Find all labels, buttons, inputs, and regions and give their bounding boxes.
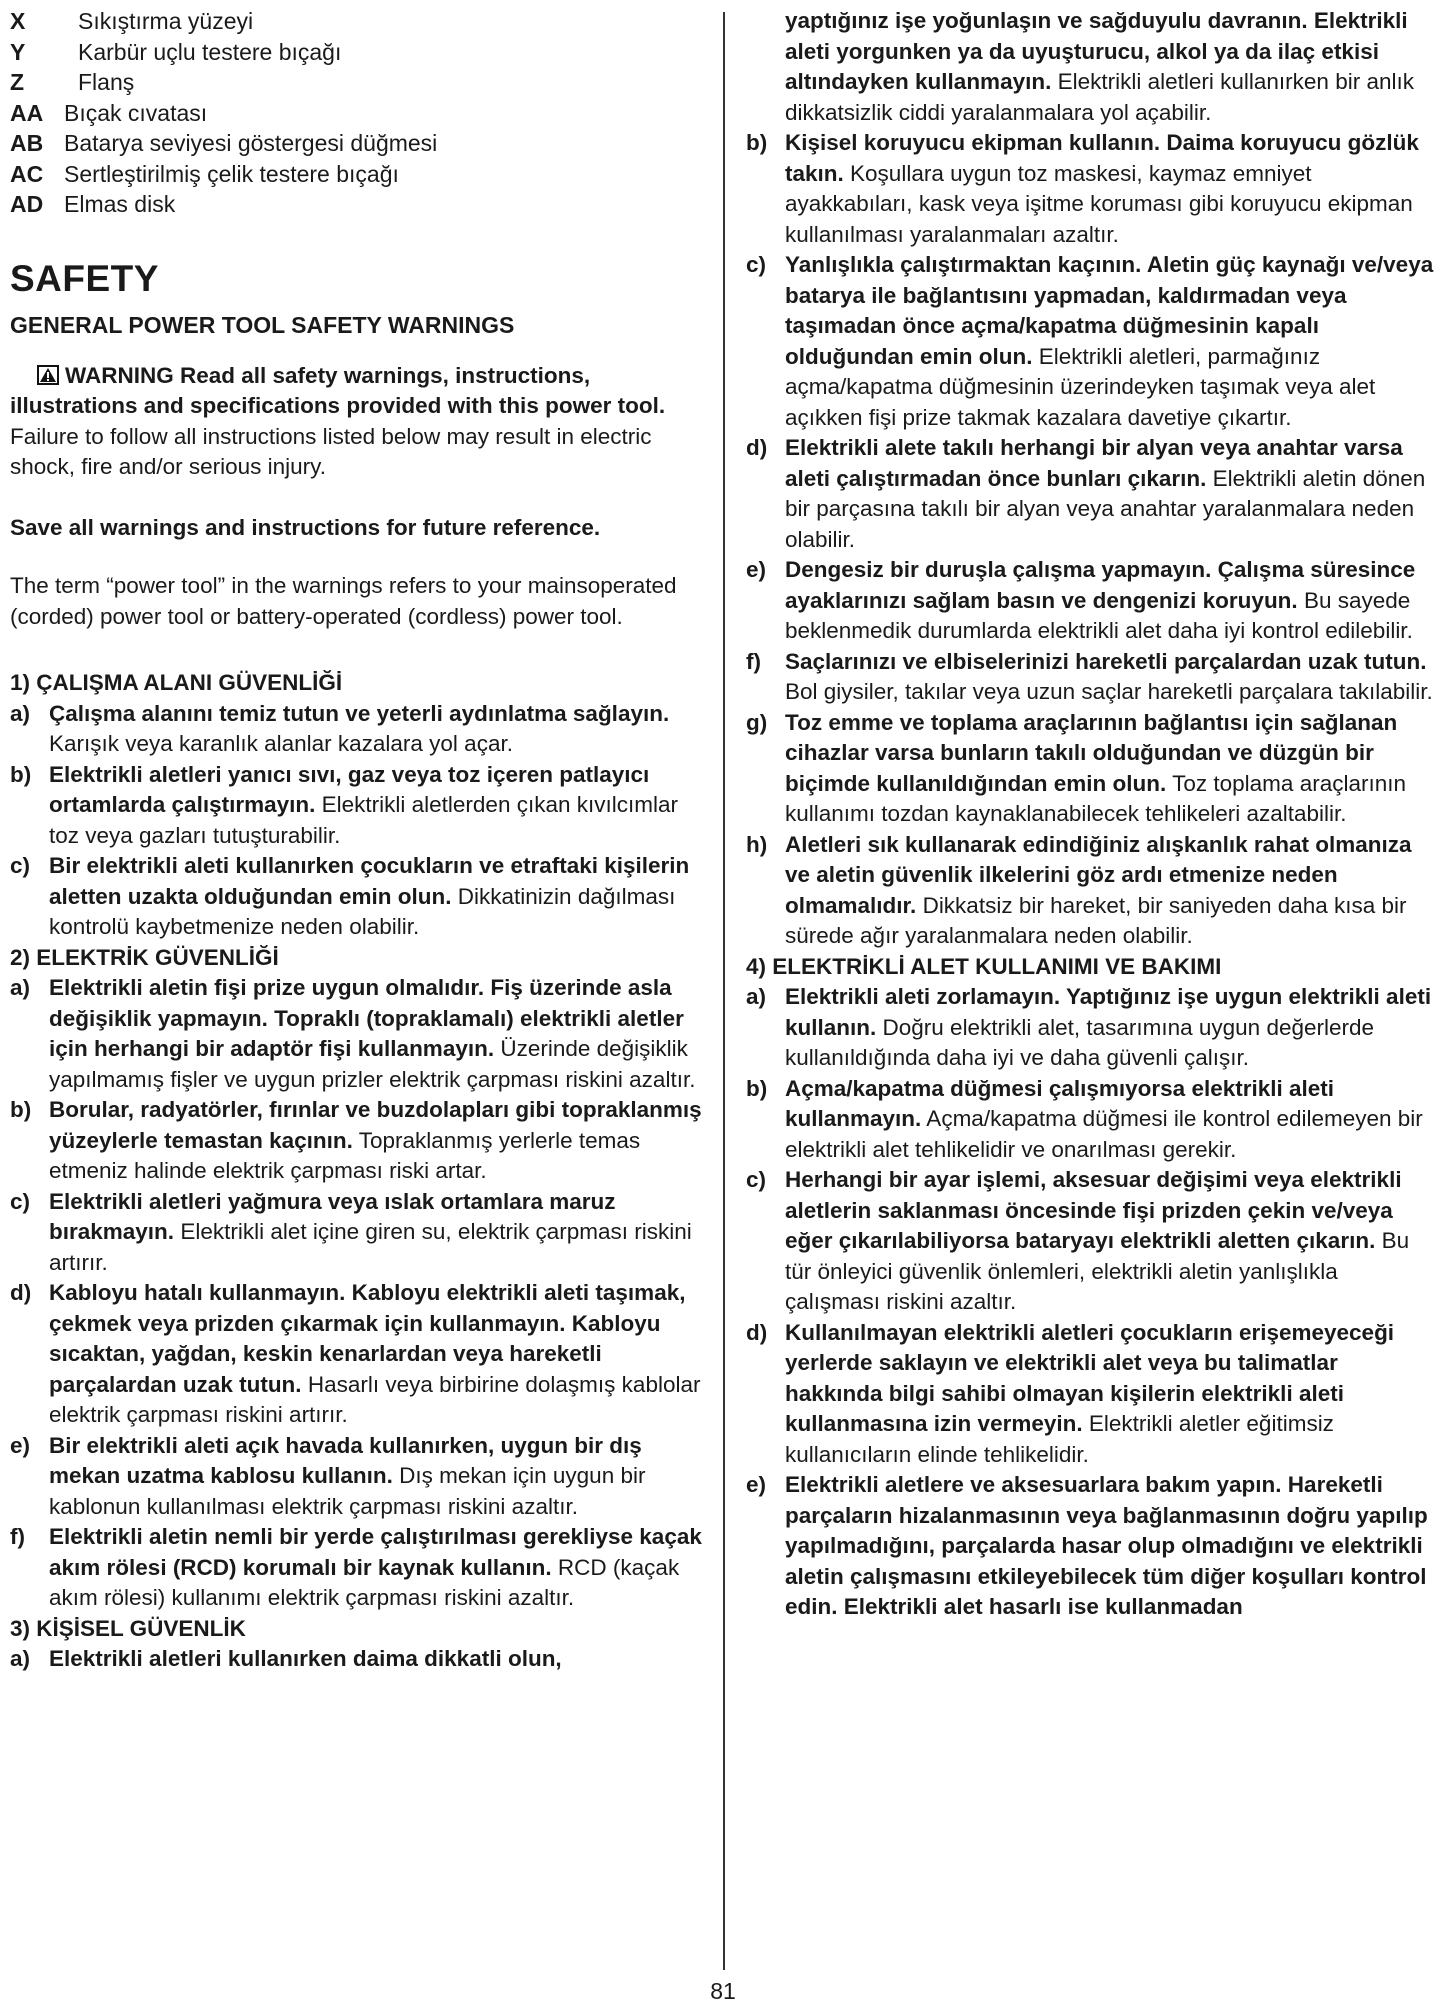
list-item [746,1470,1436,1623]
item-normal: Elektrikli aletleri, parmağınız açma/kapatma düğmesinin üzerindeyken taşımak veya alet açıkken fişi prize takmak kazalara davetiye çıkartır. [785,343,1376,430]
item-normal: Elektrikli alet içine giren su, elektrik çarpması riskini artırır. [49,1219,692,1275]
legend-value: Elmas disk [64,191,176,217]
item-normal: Elektrikli aletleri kullanırken bir anlık dikkatsizlik ciddi yaralanmalara yol açabilir. [785,69,1414,125]
item-bold: Bir elektrikli aleti açık havada kullanırken, uygun bir dış mekan uzatma kablosu kullanın. [49,1432,642,1488]
item-label: e) [746,557,767,582]
item-label: c) [10,853,31,878]
item-label: h) [746,831,768,857]
legend-value: Sıkıştırma yüzeyi [78,8,254,34]
list-item [10,1278,704,1431]
item-bold: Elektrikli aletlere ve aksesuarlara bakım yapın. Hareketli parçaların hizalanmasının veya bağlanmasının doğru yapılıp yapılmadığını, parçalarda hasar olup olmadığını ve elektrikli aletin çalışmasını etkileyebilecek tüm diğer koşulları kontrol edin. Elektrikli alet hasarlı ise kullanmadan [785,1472,1428,1619]
list-item [746,433,1436,555]
item-normal: Toz toplama araçlarının kullanımı tozdan kaynaklanabilecek tehlikeleri azaltabilir. [785,770,1406,826]
item-bold: Elektrikli aletin nemli bir yerde çalıştırılması gerekliyse kaçak akım rölesi (RCD) korumalı bir kaynak kullanın. [49,1524,702,1580]
list-item [10,699,704,760]
item-normal: Elektrikli aletler eğitimsiz kullanıcıların elinde tehlikelidir. [785,1411,1334,1467]
item-bold: Aletleri sık kullanarak edindiğiniz alışkanlık rahat olmanıza ve aletin güvenlik ilkelerini göz ardı etmenize neden olmamalıdır. [785,831,1412,918]
item-label: b) [746,130,768,155]
item-label: c) [746,252,767,277]
legend-key: AA [10,99,44,126]
item-normal: Bu sayede beklenmedik durumlarda elektrikli alet daha iyi kontrol edilebilir. [785,587,1413,643]
list-item [746,555,1436,647]
item-label: g) [746,709,768,735]
item-bold: Elektrikli aletleri yanıcı sıvı, gaz veya toz içeren patlayıcı ortamlarda çalıştırmayın. [49,761,650,817]
item-normal: Dikkatinizin dağılması kontrolü kaybetmenize neden olabilir. [49,883,676,939]
item-normal: Dış mekan için uygun bir kablonun kullanılması elektrik çarpması riskini azaltır. [49,1463,646,1519]
legend-value: Batarya seviyesi göstergesi düğmesi [64,130,438,156]
item-bold: yaptığınız işe yoğunlaşın ve sağduyulu davranın. Elektrikli aleti yorgunken ya da uyuşturucu, alkol ya da ilaç etkisi altındayken kullanmayın. [785,8,1408,94]
legend-value: Karbür uçlu testere bıçağı [78,38,342,65]
item-bold: Açma/kapatma düğmesi çalışmıyorsa elektrikli aleti kullanmayın. [785,1075,1335,1131]
legend-key: Z [10,69,25,95]
list-item-continuation [746,6,1436,128]
section-title-work-area: 1) ÇALIŞMA ALANI GÜVENLİĞİ [10,670,343,695]
item-bold: Elektrikli aletleri kullanırken daima dikkatli olun, [49,1646,562,1671]
column-divider [723,12,725,1970]
item-normal: Bol giysiler, takılar veya uzun saçlar hareketli parçalara takılabilir. [785,679,1433,704]
legend-key: Y [10,38,26,65]
section-title-tool-use: 4) ELEKTRİKLİ ALET KULLANIMI VE BAKIMI [746,953,1222,979]
item-bold: Toz emme ve toplama araçlarının bağlantısı için sağlanan cihazlar varsa bunların takılı olduğundan ve düzgün bir biçimde kullanıldığından emin olun. [785,709,1398,796]
section-title-electrical: 2) ELEKTRİK GÜVENLİĞİ [10,944,279,970]
item-bold: Herhangi bir ayar işlemi, aksesuar değişimi veya elektrikli aletlerin saklanması öncesinde fişi prizden çekin ve/veya eğer çıkarılabiliyorsa bataryayı elektrikli aletten çıkarın. [785,1167,1402,1253]
item-bold: Elektrikli aleti zorlamayın. Yaptığınız işe uygun elektrikli aleti kullanın. [785,984,1432,1040]
legend-key: AD [10,191,44,217]
item-label: d) [10,1280,32,1305]
save-instructions-text: Save all warnings and instructions for future reference. [10,514,601,540]
list-item [746,647,1436,708]
right-column [746,6,1436,1623]
item-label: c) [10,1188,31,1214]
item-label: b) [746,1075,768,1101]
section-title-personal: 3) KİŞİSEL GÜVENLİK [10,1615,246,1641]
warning-bold-text: WARNING Read all safety warnings, instructions, illustrations and specifications provided with this power tool. [10,362,666,418]
list-item [10,1095,704,1187]
list-item [746,1074,1436,1166]
list-item [10,1644,704,1675]
item-normal: RCD (kaçak akım rölesi) kullanımı elektrik çarpması riskini azaltır. [49,1554,680,1610]
item-label: e) [746,1472,767,1497]
list-item [10,1431,704,1523]
warning-paragraph [10,361,704,483]
warning-triangle-icon [37,365,59,385]
left-column [10,6,704,1675]
item-label: f) [746,648,761,674]
parts-legend [10,6,704,220]
warning-normal-text: Failure to follow all instructions listed below may result in electric shock, fire and/or serious injury. [10,423,652,479]
item-bold: Kullanılmayan elektrikli aletleri çocukların erişemeyeceği yerlerde saklayın ve elektrikli alet veya bu talimatlar hakkında bilgi sahibi olmayan kişilerin elektrikli aleti kullanmasına izin vermeyin. [785,1319,1395,1436]
item-label: f) [10,1524,25,1549]
item-bold: Dengesiz bir duruşla çalışma yapmayın. Çalışma süresince ayaklarınızı sağlam basın ve dengenizi koruyun. [785,557,1416,613]
list-item [10,1187,704,1279]
item-bold: Elektrikli aletleri yağmura veya ıslak ortamlara maruz bırakmayın. [49,1188,616,1244]
save-instructions [10,513,704,544]
list-item [746,830,1436,952]
item-normal: Topraklanmış yerlerle temas etmeniz halinde elektrik çarpması riski artar. [49,1127,641,1183]
item-bold: Borular, radyatörler, fırınlar ve buzdolapları gibi topraklanmış yüzeylerle temastan kaçının. [49,1097,702,1153]
legend-key: AB [10,130,44,156]
item-label: c) [746,1167,767,1192]
list-item [10,973,704,1095]
legend-value: Sertleştirilmiş çelik testere bıçağı [64,160,399,187]
item-label: a) [746,984,767,1009]
item-label: a) [10,975,31,1000]
list-item [10,760,704,852]
item-bold: Saçlarınızı ve elbiselerinizi hareketli parçalardan uzak tutun. [785,648,1427,674]
item-normal: Dikkatsiz bir hareket, bir saniyeden daha kısa bir sürede ağır yaralanmalara neden olabilir. [785,892,1407,948]
list-item [746,1165,1436,1318]
item-label: d) [746,1319,768,1345]
item-normal: Doğru elektrikli alet, tasarımına uygun değerlerde kullanıldığında daha iyi ve daha güvenli çalışır. [785,1014,1375,1070]
power-tool-term: The term “power tool” in the warnings refers to your mainsoperated (corded) power tool or battery-operated (cordless) power tool. [10,573,677,629]
item-normal: Koşullara uygun toz maskesi, kaymaz emniyet ayakkabıları, kask veya işitme koruması gibi koruyucu ekipman kullanılması yaralanmaları azaltır. [785,160,1413,247]
item-label: e) [10,1432,31,1458]
list-item [10,851,704,943]
safety-title: SAFETY [10,257,159,299]
list-item [746,1318,1436,1471]
item-bold: Elektrikli alete takılı herhangi bir alyan veya anahtar varsa aleti çalıştırmadan önce bunları çıkarın. [785,435,1403,491]
list-item [746,982,1436,1074]
item-normal: Üzerinde değişiklik yapılmamış fişler ve uygun prizler elektrik çarpması riskini azaltır. [49,1036,696,1092]
list-item [10,1522,704,1614]
list-item [746,250,1436,433]
legend-key: X [10,8,26,34]
legend-key: AC [10,160,44,187]
item-normal: Açma/kapatma düğmesi ile kontrol edilemeyen bir elektrikli alet tehlikelidir ve onarılması gerekir. [785,1106,1423,1162]
legend-value: Flanş [78,69,135,95]
legend-value: Bıçak cıvatası [64,99,208,126]
item-label: b) [10,761,32,787]
item-normal: Elektrikli aletlerden çıkan kıvılcımlar toz veya gazları tutuşturabilir. [49,792,678,848]
item-bold: Bir elektrikli aleti kullanırken çocukların ve etraftaki kişilerin aletten uzakta olduğundan emin olun. [49,853,690,909]
general-warnings-heading: GENERAL POWER TOOL SAFETY WARNINGS [10,311,515,338]
item-label: b) [10,1097,32,1122]
list-item [746,708,1436,830]
item-normal: Karışık veya karanlık alanlar kazalara yol açar. [49,731,513,756]
item-bold: Yanlışlıkla çalıştırmaktan kaçının. Aletin güç kaynağı ve/veya batarya ile bağlantısını yapmadan, kaldırmadan veya taşımadan önce açma/kapatma düğmesinin kapalı olduğundan emin olun. [785,252,1434,369]
list-item [746,128,1436,250]
item-bold: Çalışma alanını temiz tutun ve yeterli aydınlatma sağlayın. [49,700,670,726]
item-label: a) [10,700,31,726]
item-normal: Elektrikli aletin dönen bir parçasına takılı bir alyan veya anahtar yaralanmalara neden olabilir. [785,465,1426,552]
item-label: a) [10,1646,31,1671]
item-bold: Kabloyu hatalı kullanmayın. Kabloyu elektrikli aleti taşımak, çekmek veya prizden çıkarmak için kullanmayın. Kabloyu sıcaktan, yağdan, keskin kenarlardan veya hareketli parçalardan uzak tutun. [49,1280,686,1397]
item-normal: Bu tür önleyici güvenlik önlemleri, elektrikli aletin yanlışlıkla çalışması riskini azaltır. [785,1228,1410,1314]
item-normal: Hasarlı veya birbirine dolaşmış kablolar elektrik çarpması riskini artırır. [49,1371,701,1427]
page-number: 81 [710,1978,736,2004]
item-label: d) [746,435,768,460]
item-bold: Kişisel koruyucu ekipman kullanın. Daima koruyucu gözlük takın. [785,130,1419,186]
item-bold: Elektrikli aletin fişi prize uygun olmalıdır. Fiş üzerinde asla değişiklik yapmayın. Topraklı (topraklamalı) elektrikli aletler için herhangi bir adaptör fişi kullanmayın. [49,975,684,1061]
